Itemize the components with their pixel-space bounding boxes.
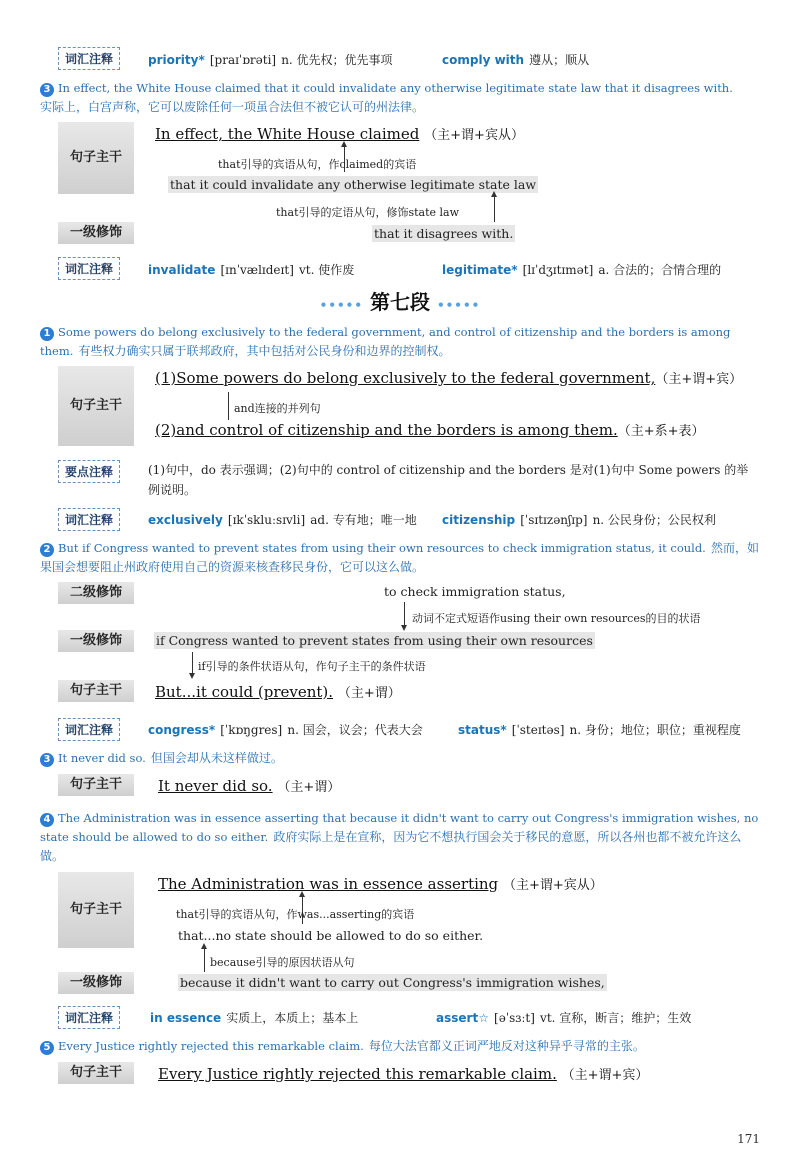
vocab-tag: 词汇注释	[58, 508, 120, 531]
mod2-label: 二级修饰	[58, 582, 134, 604]
clause: that...no state should be allowed to do so either.	[178, 928, 484, 943]
arrow-down	[192, 652, 193, 674]
page-number: 171	[737, 1132, 760, 1146]
key-note: (1)句中，do 表示强调；(2)句中的 control of citizenship and the borders 是对(1)句中 Some powers 的举例说明。	[148, 463, 749, 497]
vocab-entry-comply	[442, 49, 589, 68]
sentence-p2: 2 But if Congress wanted to prevent states from using their own resources to check immigration status, it could. 然而，如果国会想要阻止州政府使用自己的资源来核查移民身份，它可以这么做。	[40, 541, 759, 574]
clause: that it disagrees with.	[374, 226, 514, 241]
section-title: ••••• 第七段 •••••	[319, 290, 481, 314]
chinese-translation: 实际上，白宫声称，它可以废除任何一项虽合法但不被它认可的州法律。	[40, 100, 425, 114]
trunk-sentence: Every Justice rightly rejected this remarkable claim. （主+谓+宾）	[158, 1065, 649, 1083]
vocab-entry-congress: congress* [ˈkɒŋgres] n. 国会，议会；代表大会	[148, 723, 423, 737]
vocab-entry-citizenship: citizenship [ˈsɪtɪzənʃɪp] n. 公民身份；公民权利	[442, 513, 716, 527]
vocab-word: comply with	[442, 53, 525, 67]
vocab-tag: 词汇注释	[58, 1006, 120, 1029]
clause: because it didn't want to carry out Congress's immigration wishes,	[180, 975, 605, 990]
sentence-p1: 1 Some powers do belong exclusively to the federal government, and control of citizenship and the borders is among them. 有些权力确实只属于联邦政府，其中包括对公民身份和边界的控制权。	[40, 325, 731, 358]
connector-line	[228, 392, 229, 420]
vocab-tag: 词汇注释	[58, 47, 120, 70]
vocab-tag: 词汇注释	[58, 257, 120, 280]
trunk-sentence: It never did so. （主+谓）	[158, 777, 341, 795]
definition: 遵从；顺从	[529, 53, 590, 67]
trunk-label: 句子主干	[58, 774, 134, 796]
arrow-down	[404, 602, 405, 626]
vocab-entry-status: status* [ˈsteɪtəs] n. 身份；地位；职位；重视程度	[458, 723, 741, 737]
english-sentence: In effect, the White House claimed that it could invalidate any otherwise legitimate state law that it disagrees with.	[58, 81, 733, 95]
vocab-entry-legitimate: legitimate* [lɪˈdʒɪtɪmət] a. 合法的；合情合理的	[442, 263, 722, 277]
sentence-p3: 3 It never did so. 但国会却从未这样做过。	[40, 748, 760, 767]
sentence-p5: 5 Every Justice rightly rejected this remarkable claim. 每位大法官都义正词严地反对这种异乎寻常的主张。	[40, 1036, 760, 1055]
mod1-label: 一级修饰	[58, 630, 134, 652]
vocab-tag: 词汇注释	[58, 718, 120, 741]
sentence-p4: 4 The Administration was in essence asserting that because it didn't want to carry out Congress's immigration wishes, no state should be allowed to do so either. 政府实际上是在宣称，因为它不想执行国会关于移民的意愿，所以各州也都不被允许这么做。	[40, 811, 759, 863]
vocab-entry-invalidate: invalidate [ɪnˈvælɪdeɪt] vt. 使作废	[148, 263, 355, 277]
arrow-up	[494, 196, 495, 222]
trunk-label: 句子主干	[58, 366, 134, 446]
trunk-label: 句子主干	[58, 122, 134, 194]
trunk-label: 句子主干	[58, 680, 134, 702]
phonetic: [praɪˈɒrəti]	[209, 53, 277, 67]
annotation-note: because引导的原因状语从句	[210, 956, 355, 969]
vocab-entry-assert: assert☆ [əˈsɜːt] vt. 宣称，断言；维护；生效	[436, 1011, 692, 1025]
mod1-label: 一级修饰	[58, 222, 134, 244]
trunk-label: 句子主干	[58, 1062, 134, 1084]
annotation-note: and连接的并列句	[234, 402, 321, 415]
trunk-label: 句子主干	[58, 872, 134, 948]
trunk-sentence-2: (2)and control of citizenship and the borders is among them.（主+系+表）	[155, 421, 705, 439]
annotation-note: that引导的宾语从句，作claimed的宾语	[218, 158, 417, 171]
trunk-sentence: But...it could (prevent). （主+谓）	[155, 683, 401, 701]
annotation-note: that引导的定语从句，修饰state law	[276, 206, 460, 219]
sentence-3	[40, 78, 760, 116]
vocab-word: priority	[148, 53, 199, 67]
clause: that it could invalidate any otherwise legitimate state law	[170, 177, 537, 192]
clause: to check immigration status,	[384, 584, 566, 599]
clause: if Congress wanted to prevent states from using their own resources	[156, 633, 593, 648]
mod1-label: 一级修饰	[58, 972, 134, 994]
annotation-note: if引导的条件状语从句，作句子主干的条件状语	[198, 660, 426, 673]
annotation-note: 动词不定式短语作using their own resources的目的状语	[412, 612, 701, 625]
trunk-sentence: The Administration was in essence asserting （主+谓+宾从）	[158, 875, 603, 893]
sentence-number: 3	[40, 83, 54, 97]
trunk-sentence-1: (1)Some powers do belong exclusively to the federal government,（主+谓+宾）	[155, 369, 743, 387]
vocab-entry-in-essence: in essence 实质上，本质上；基本上	[150, 1011, 359, 1025]
annotation-note: that引导的宾语从句，作was...asserting的宾语	[176, 908, 415, 921]
definition: n. 优先权；优先事项	[281, 53, 393, 67]
trunk-sentence: In effect, the White House claimed （主+谓+宾从）	[155, 125, 524, 143]
vocab-entry-priority: priority* [praɪˈɒrəti] n. 优先权；优先事项	[148, 53, 393, 67]
vocab-entry-exclusively: exclusively [ɪkˈskluːsɪvli] ad. 专有地；唯一地	[148, 513, 417, 527]
key-note-tag: 要点注释	[58, 460, 120, 483]
arrow-up	[204, 948, 205, 972]
